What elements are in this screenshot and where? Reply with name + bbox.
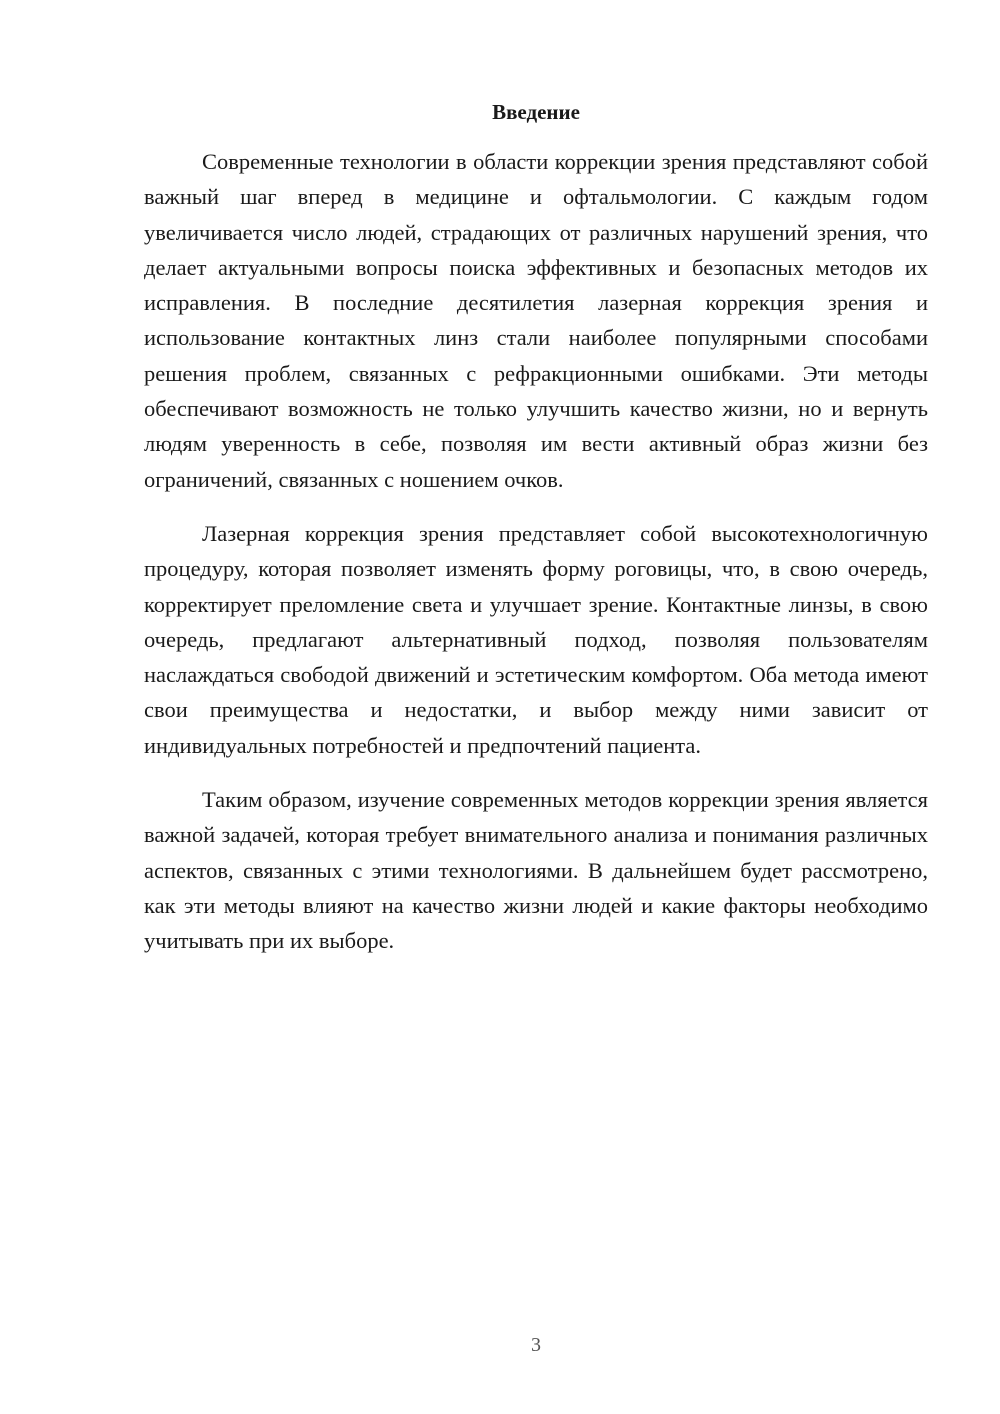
section-title: Введение — [492, 100, 580, 124]
body-text — [144, 144, 928, 978]
paragraph-conclusion: Таким образом, изучение современных методов коррекции зрения является важной задачей, которая требует внимательного анализа и понимания различных аспектов, связанных с этими технологиями. В дальнейшем будет рассмотрено, как эти методы влияют на качество жизни людей и какие факторы необходимо учитывать при их выборе. — [144, 787, 928, 954]
paragraph-intro: Современные технологии в области коррекции зрения представляют собой важный шаг вперед в медицине и офтальмологии. С каждым годом увеличивается число людей, страдающих от различных нарушений зрения, что делает актуальными вопросы поиска эффективных и безопасных методов их исправления. В последние десятилетия лазерная коррекция зрения и использование контактных линз стали наиболее популярными способами решения проблем, связанных с рефракционными ошибками. Эти методы обеспечивают возможность не только улучшить качество жизни, но и вернуть людям уверенность в себе, позволяя им вести активный образ жизни без ограничений, связанных с ношением очков. — [144, 149, 928, 492]
paragraph-methods: Лазерная коррекция зрения представляет собой высокотехнологичную процедуру, которая позволяет изменять форму роговицы, что, в свою очередь, корректирует преломление света и улучшает зрение. Контактные линзы, в свою очередь, предлагают альтернативный подход, позволяя пользователям наслаждаться свободой движений и эстетическим комфортом. Оба метода имеют свои преимущества и недостатки, и выбор между ними зависит от индивидуальных потребностей и предпочтений пациента. — [144, 520, 928, 758]
page-number: 3 — [531, 1334, 541, 1356]
